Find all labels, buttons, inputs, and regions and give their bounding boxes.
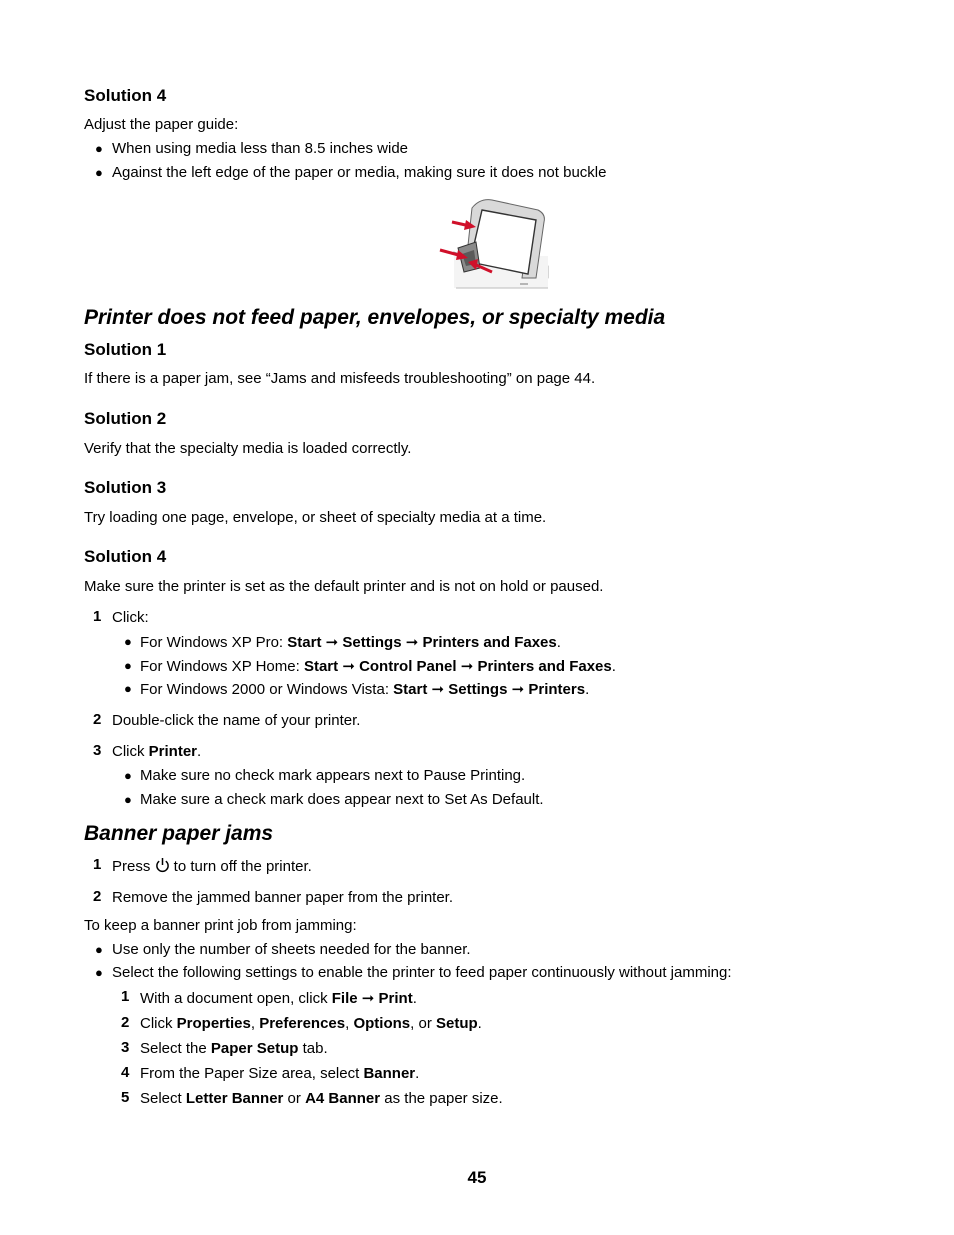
- list-item: Make sure no check mark appears next to Pause Printing.: [140, 767, 526, 784]
- bullet-icon: ●: [124, 792, 132, 807]
- list-item: For Windows XP Home: Start ➞ Control Panel ➞ Printers and Faxes.: [140, 658, 616, 675]
- list-item: Select the following settings to enable the printer to feed paper continuously without jamming:: [112, 964, 732, 981]
- power-icon: [155, 857, 170, 877]
- paper-guide-illustration: [436, 192, 551, 292]
- heading-solution-4: Solution 4: [84, 547, 167, 566]
- arrow-icon: ➞: [361, 990, 375, 1007]
- step-number: 3: [93, 742, 102, 759]
- step-text: Double-click the name of your printer.: [112, 712, 361, 729]
- bullet-icon: ●: [95, 141, 103, 156]
- step-number: 5: [121, 1089, 130, 1106]
- step-text: Select Letter Banner or A4 Banner as the paper size.: [140, 1090, 503, 1107]
- bullet-icon: ●: [95, 942, 103, 957]
- heading-solution-2: Solution 2: [84, 409, 167, 428]
- step-number: 2: [93, 888, 102, 905]
- paragraph-adjust-guide: Adjust the paper guide:: [84, 116, 239, 133]
- step-text: Click:: [112, 609, 149, 626]
- step-text: Press to turn off the printer.: [112, 858, 312, 875]
- step-number: 1: [93, 608, 102, 625]
- section-title-feed: Printer does not feed paper, envelopes, or specialty media: [84, 306, 666, 329]
- step-number: 2: [93, 711, 102, 728]
- paragraph-keep: To keep a banner print job from jamming:: [84, 917, 357, 934]
- arrow-icon: ➞: [460, 658, 474, 675]
- list-item: For Windows 2000 or Windows Vista: Start ➞ Settings ➞ Printers.: [140, 681, 590, 698]
- paragraph-solution-2: Verify that the specialty media is loaded correctly.: [84, 440, 412, 457]
- arrow-icon: ➞: [431, 681, 445, 698]
- step-text: Select the Paper Setup tab.: [140, 1040, 328, 1057]
- step-text: With a document open, click File ➞ Print.: [140, 990, 417, 1007]
- arrow-icon: ➞: [325, 634, 339, 651]
- bullet-icon: ●: [124, 681, 132, 696]
- bullet-icon: ●: [95, 165, 103, 180]
- paragraph-solution-1: If there is a paper jam, see “Jams and misfeeds troubleshooting” on page 44.: [84, 370, 596, 387]
- step-number: 3: [121, 1039, 130, 1056]
- bullet-icon: ●: [95, 965, 103, 980]
- step-text: Click Printer.: [112, 743, 202, 760]
- paragraph-solution-4: Make sure the printer is set as the default printer and is not on hold or paused.: [84, 578, 604, 595]
- paragraph-solution-3: Try loading one page, envelope, or sheet of specialty media at a time.: [84, 509, 547, 526]
- heading-solution-3: Solution 3: [84, 478, 167, 497]
- list-item: Make sure a check mark does appear next to Set As Default.: [140, 791, 544, 808]
- arrow-icon: ➞: [511, 681, 525, 698]
- list-item: For Windows XP Pro: Start ➞ Settings ➞ Printers and Faxes.: [140, 634, 561, 651]
- step-text: From the Paper Size area, select Banner.: [140, 1065, 420, 1082]
- arrow-icon: ➞: [342, 658, 355, 675]
- step-text: Remove the jammed banner paper from the printer.: [112, 889, 454, 906]
- arrow-icon: ➞: [405, 634, 419, 651]
- step-text: Click Properties, Preferences, Options, or Setup.: [140, 1015, 482, 1032]
- page-number: 45: [467, 1168, 487, 1187]
- step-number: 4: [121, 1064, 130, 1081]
- bullet-icon: ●: [124, 768, 132, 783]
- list-item: Against the left edge of the paper or media, making sure it does not buckle: [112, 164, 607, 181]
- list-item: When using media less than 8.5 inches wide: [112, 140, 409, 157]
- section-title-banner: Banner paper jams: [84, 822, 274, 845]
- bullet-icon: ●: [124, 634, 132, 649]
- heading-solution-4-top: Solution 4: [84, 86, 167, 105]
- heading-solution-1: Solution 1: [84, 340, 167, 359]
- bullet-icon: ●: [124, 658, 132, 673]
- list-item: Use only the number of sheets needed for the banner.: [112, 941, 471, 958]
- step-number: 2: [121, 1014, 130, 1031]
- step-number: 1: [121, 988, 130, 1005]
- step-number: 1: [93, 856, 102, 873]
